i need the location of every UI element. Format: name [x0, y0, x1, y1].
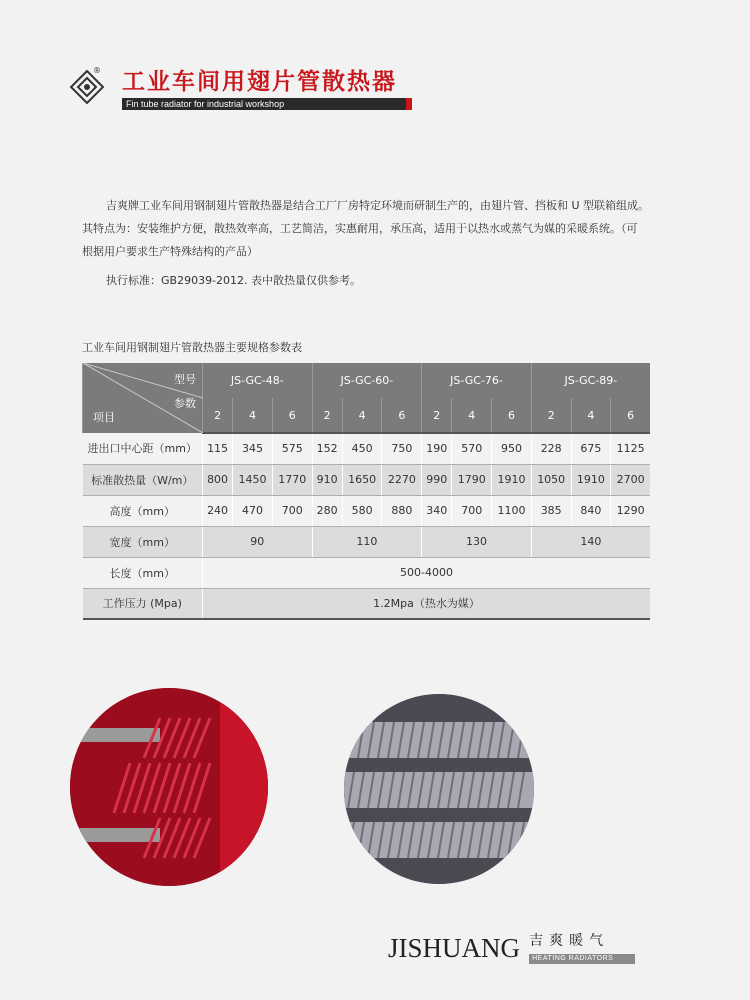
- brand-right: [525, 933, 635, 964]
- table-cell: 575: [272, 433, 312, 464]
- table-cell: 470: [233, 495, 273, 526]
- table-cell: 580: [342, 495, 382, 526]
- row-label: 标准散热量（W/m）: [83, 464, 203, 495]
- table-cell: 840: [571, 495, 611, 526]
- table-cell: 910: [312, 464, 342, 495]
- model-header: JS-GC-48-: [203, 363, 313, 398]
- table-cell: 340: [422, 495, 452, 526]
- table-cell: 385: [531, 495, 571, 526]
- brand-name-chinese: 吉爽暖气: [529, 933, 610, 949]
- count-header: 6: [492, 398, 532, 433]
- table-cell: 140: [531, 526, 650, 557]
- row-label: 进出口中心距（mm）: [83, 433, 203, 464]
- brand-footer: [388, 933, 635, 964]
- title-chinese: 工业车间用翅片管散热器: [122, 69, 397, 95]
- table-row: [83, 557, 651, 588]
- intro-text: [82, 194, 652, 292]
- table-cell: 1450: [233, 464, 273, 495]
- spec-table: [82, 363, 650, 620]
- count-header: 6: [611, 398, 650, 433]
- intro-paragraph-3: 根据用户要求生产特殊结构的产品）: [82, 245, 258, 258]
- table-cell: 110: [312, 526, 422, 557]
- intro-standard: 执行标准：GB29039-2012. 表中散热量仅供参考。: [106, 274, 362, 287]
- table-cell: 950: [492, 433, 532, 464]
- count-header: 2: [422, 398, 452, 433]
- corner-model-label: 型号: [174, 373, 196, 386]
- table-cell: 90: [203, 526, 313, 557]
- table-caption: 工业车间用钢制翅片管散热器主要规格参数表: [82, 341, 302, 354]
- table-cell: 1770: [272, 464, 312, 495]
- count-header: 2: [531, 398, 571, 433]
- table-row: [83, 464, 651, 495]
- count-header: 4: [342, 398, 382, 433]
- table-cell: 190: [422, 433, 452, 464]
- corner-item-label: 项目: [93, 411, 115, 424]
- table-corner-cell: [83, 363, 203, 433]
- table-cell: 1910: [492, 464, 532, 495]
- table-cell: 115: [203, 433, 233, 464]
- row-label: 宽度（mm）: [83, 526, 203, 557]
- table-cell: 750: [382, 433, 422, 464]
- model-header: JS-GC-89-: [531, 363, 650, 398]
- table-cell: 1050: [531, 464, 571, 495]
- title-english: Fin tube radiator for industrial workshop: [122, 98, 412, 110]
- table-cell: 990: [422, 464, 452, 495]
- count-header: 2: [203, 398, 233, 433]
- table-cell: 2270: [382, 464, 422, 495]
- table-cell: 152: [312, 433, 342, 464]
- registered-mark: ®: [93, 66, 101, 75]
- table-cell: 130: [422, 526, 532, 557]
- row-label: 高度（mm）: [83, 495, 203, 526]
- table-cell: 1650: [342, 464, 382, 495]
- table-cell: 228: [531, 433, 571, 464]
- intro-paragraph-2: 其特点为：安装维护方便，散热效率高，工艺简洁，实惠耐用，承压高，适用于以热水或蒸气为媒的采暖系统。（可: [82, 222, 638, 235]
- table-cell: 345: [233, 433, 273, 464]
- intro-paragraph-1: 吉爽牌工业车间用钢制翅片管散热器是结合工厂厂房特定环境而研制生产的，由翅片管、挡板和 U 型联箱组成。: [106, 199, 650, 212]
- table-cell: 1790: [452, 464, 492, 495]
- table-cell: 240: [203, 495, 233, 526]
- count-header: 6: [382, 398, 422, 433]
- table-cell: 1100: [492, 495, 532, 526]
- grey-fin-tube-photo: [344, 694, 534, 884]
- model-header: JS-GC-76-: [422, 363, 532, 398]
- row-label: 工作压力 (Mpa): [83, 588, 203, 619]
- table-cell: 450: [342, 433, 382, 464]
- table-row: [83, 433, 651, 464]
- corner-param-label: 参数: [174, 397, 196, 410]
- table-cell: 1290: [611, 495, 650, 526]
- table-row: [83, 526, 651, 557]
- table-cell: 880: [382, 495, 422, 526]
- table-cell: 2700: [611, 464, 650, 495]
- company-logo: [70, 70, 104, 104]
- count-header: 6: [272, 398, 312, 433]
- table-cell: 500-4000: [203, 557, 651, 588]
- count-header: 4: [571, 398, 611, 433]
- table-cell: 280: [312, 495, 342, 526]
- table-row: [83, 588, 651, 619]
- table-cell: 700: [452, 495, 492, 526]
- count-header: 4: [233, 398, 273, 433]
- table-cell: 1.2Mpa（热水为媒）: [203, 588, 651, 619]
- count-header: 4: [452, 398, 492, 433]
- table-cell: 675: [571, 433, 611, 464]
- brand-name-english: JISHUANG: [388, 933, 521, 963]
- row-label: 长度（mm）: [83, 557, 203, 588]
- table-header-row-models: [83, 363, 651, 398]
- table-cell: 570: [452, 433, 492, 464]
- brand-tagline: HEATING RADIATORS: [529, 954, 635, 964]
- table-cell: 1125: [611, 433, 650, 464]
- model-header: JS-GC-60-: [312, 363, 422, 398]
- table-cell: 1910: [571, 464, 611, 495]
- table-cell: 800: [203, 464, 233, 495]
- count-header: 2: [312, 398, 342, 433]
- table-cell: 700: [272, 495, 312, 526]
- table-row: [83, 495, 651, 526]
- page-title: [122, 68, 412, 110]
- red-fin-tube-photo: [70, 688, 268, 886]
